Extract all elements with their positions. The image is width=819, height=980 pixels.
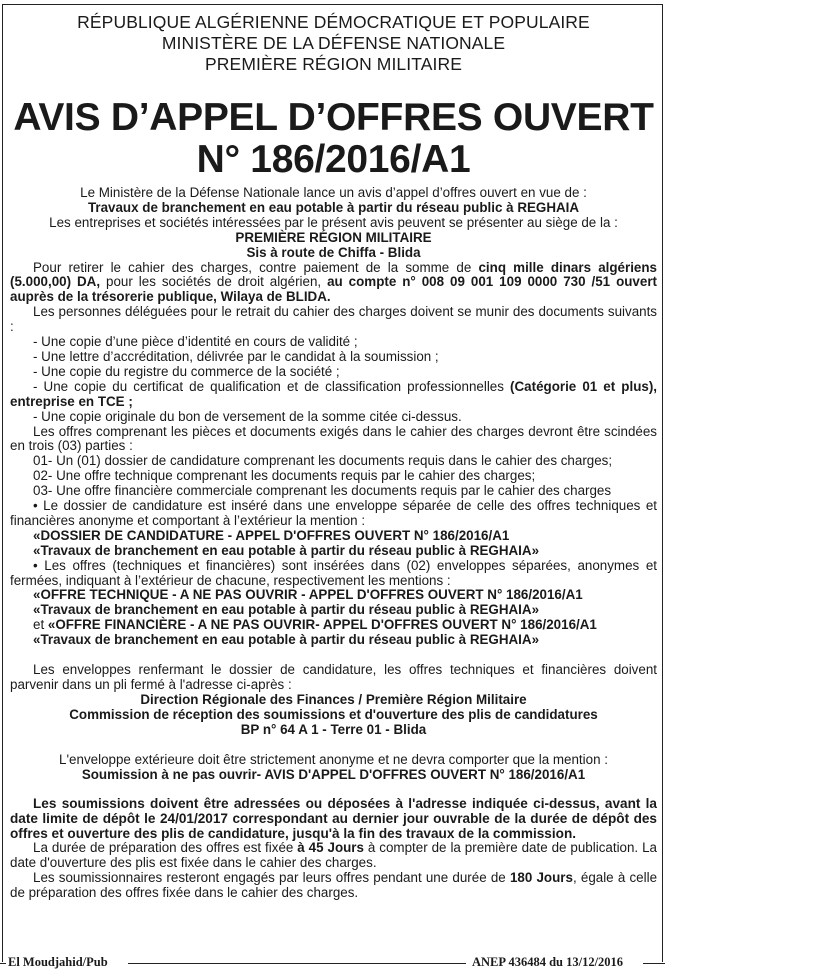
notice-title: [0, 97, 667, 181]
exterieur-text: L'enveloppe extérieure doit être strictement anonyme et ne devra comporter que la mention :: [59, 751, 608, 767]
et-text: et: [33, 617, 48, 633]
region-text: PREMIÈRE RÉGION MILITAIRE: [235, 229, 432, 245]
retrait-text-2: pour les sociétés de droit algérien,: [100, 274, 328, 290]
doc-item-1: - Une copie d’une pièce d’identité en cours de validité ;: [33, 334, 358, 350]
part-item-3: 03- Une offre financière commerciale comprenant les documents requis par le cahier des charges: [33, 483, 612, 499]
title-line-1: AVIS D’APPEL D’OFFRES OUVERT: [13, 96, 654, 139]
duree-text-1: La durée de préparation des offres est fixée: [33, 840, 298, 856]
mention-travaux-2: «Travaux de branchement en eau potable à partir du réseau public à REGHAIA»: [33, 602, 540, 618]
footer-publication: El Moudjahid/Pub: [8, 955, 108, 969]
doc-item-3: - Une copie du registre du commerce de la société ;: [33, 363, 340, 379]
retrait-account: au compte n° 008 09 001 109 0000 730 /51 ouvert auprès de la trésorerie publique, Wilaya de BLIDA.: [10, 274, 657, 305]
header-ministry: MINISTÈRE DE LA DÉFENSE NATIONALE: [161, 33, 506, 53]
spacer: [10, 738, 657, 753]
doc-item-4-text: - Une copie du certificat de qualification et de classification professionnelles: [33, 378, 511, 394]
footer-rule-middle: [128, 963, 466, 964]
offres-text: Les offres comprenant les pièces et documents exigés dans le cahier des charges devront être scindées en trois (03) parties :: [10, 423, 657, 454]
engages-text-2: , égale à celle de préparation des offres fixée dans le cahier des charges.: [10, 870, 658, 901]
dossier-text: • Le dossier de candidature est inséré dans une enveloppe séparée de celle des offres techniques et financières anonyme et comportant à l’extérieur la mention :: [10, 498, 657, 528]
soumissions-text: Les soumissions doivent être adressées ou déposées à l'adresse indiquée ci-dessus, avant la date limite de dépôt le 24/01/2017 correspondant au dernier jour ouvrable de la durée de dépôt des offres et ouverture des plis de candidature, jusqu'à la fin des travaux de la commission.: [10, 796, 657, 842]
doc-item-2: - Une lettre d’accréditation, délivrée par le candidat à la soumission ;: [33, 348, 439, 364]
mention-travaux-3: «Travaux de branchement en eau potable à partir du réseau public à REGHAIA»: [33, 632, 540, 648]
address-line-1: Direction Régionale des Finances / Première Région Militaire: [140, 691, 527, 707]
offres-env-text: • Les offres (techniques et financières) sont insérées dans (02) enveloppes séparées, anonymes et fermées, indiquant à l’extérieur de chacune, respectivement les mentions :: [10, 557, 657, 588]
mention-financiere: «OFFRE FINANCIÈRE - A NE PAS OUVRIR- APPEL D'OFFRES OUVERT N° 186/2016/A1: [47, 617, 597, 633]
address-line-2: Commission de réception des soumissions et d'ouverture des plis de candidatures: [69, 706, 598, 722]
footer-rule-left: [0, 963, 6, 964]
doc-item-4-category: (Catégorie 01 et plus), entreprise en TCE ;: [10, 378, 657, 409]
object-text: Travaux de branchement en eau potable à partir du réseau public à REGHAIA: [87, 199, 580, 215]
mention-financiere-line: [10, 618, 657, 633]
duree-days: à 45 Jours: [297, 840, 364, 856]
duree-text-2: à compter de la première date de publication. La date d'ouverture des plis est fixée dans le cahier des charges.: [10, 840, 657, 871]
delegues-text: Les personnes déléguées pour le retrait du cahier des charges doivent se munir des documents suivants :: [10, 304, 657, 335]
footer: [0, 955, 667, 971]
retrait-paragraph: [10, 261, 657, 306]
header-region: PREMIÈRE RÉGION MILITAIRE: [205, 54, 462, 74]
mention-travaux-1: «Travaux de branchement en eau potable à partir du réseau public à REGHAIA»: [33, 542, 540, 558]
address-line-3: BP n° 64 A 1 - Terre 01 - Blida: [240, 721, 427, 737]
header: [0, 12, 667, 75]
spacer: [10, 782, 657, 796]
footer-rule-right: [643, 963, 665, 964]
doc-item-4: [10, 380, 657, 410]
mention-technique: «OFFRE TECHNIQUE - A NE PAS OUVRIR - APPEL D'OFFRES OUVERT N° 186/2016/A1: [33, 587, 583, 603]
exterieur-mention: Soumission à ne pas ouvrir- AVIS D'APPEL D'OFFRES OUVERT N° 186/2016/A1: [81, 766, 586, 782]
footer-reference: ANEP 436484 du 13/12/2016: [472, 955, 624, 969]
retrait-amount: cinq mille dinars algériens (5.000,00) DA,: [10, 259, 658, 290]
mention-dossier: «DOSSIER DE CANDIDATURE - APPEL D'OFFRES OUVERT N° 186/2016/A1: [33, 527, 510, 543]
doc-item-5: - Une copie originale du bon de versement de la somme citée ci-dessus.: [33, 408, 462, 424]
intro-text: Le Ministère de la Défense Nationale lance un avis d’appel d’offres ouvert en vue de :: [80, 185, 587, 200]
engages-text-1: Les soumissionnaires resteront engagés par leurs offres pendant une durée de: [33, 870, 510, 886]
site-text: Sis à route de Chiffa - Blida: [246, 244, 421, 260]
spacer: [10, 648, 657, 663]
engages-paragraph: [10, 871, 657, 901]
title-line-2: N° 186/2016/A1: [196, 138, 471, 181]
part-item-2: 02- Une offre technique comprenant les documents requis par le cahier des charges;: [33, 468, 536, 484]
part-item-1: 01- Un (01) dossier de candidature comprenant les documents requis dans le cahier des charges;: [33, 453, 613, 469]
invite-text: Les entreprises et sociétés intéressées par le présent avis peuvent se présenter au siège de la :: [49, 214, 618, 230]
duree-paragraph: [10, 841, 657, 871]
retrait-text-1: Pour retirer le cahier des charges, contre paiement de la somme de: [33, 259, 479, 275]
notice-body: [10, 186, 657, 901]
header-republic: RÉPUBLIQUE ALGÉRIENNE DÉMOCRATIQUE ET POPULAIRE: [77, 12, 590, 32]
enveloppes-text: Les enveloppes renfermant le dossier de candidature, les offres techniques et financières doivent parvenir dans un pli fermé à l'adresse ci-après :: [10, 662, 657, 692]
engages-days: 180 Jours: [509, 870, 573, 886]
